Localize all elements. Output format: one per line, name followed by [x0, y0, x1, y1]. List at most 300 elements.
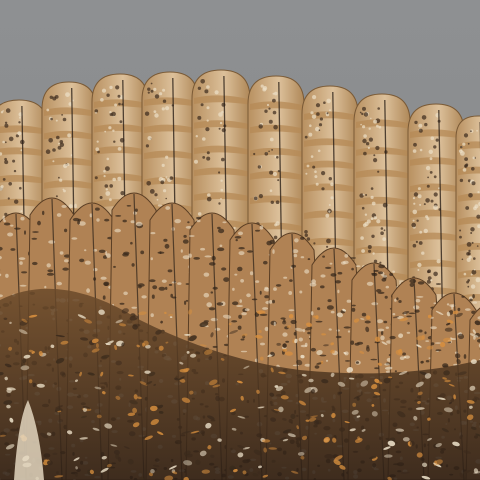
feather-speckle: [319, 129, 321, 131]
feather-speckle: [157, 199, 159, 201]
feather-speckle: [393, 313, 396, 315]
feather-speckle: [104, 219, 109, 222]
feather-speckle: [467, 258, 471, 262]
feather-speckle: [163, 100, 166, 103]
feather-speckle: [376, 125, 379, 128]
feather-speckle: [419, 129, 423, 133]
feather-speckle: [93, 268, 98, 271]
feather-speckle: [416, 296, 423, 298]
covert-speckle: [352, 403, 356, 407]
feather-speckle: [348, 330, 350, 332]
feather-speckle: [372, 202, 376, 206]
feather-speckle: [360, 124, 362, 126]
feather-speckle: [350, 257, 356, 259]
feather-speckle: [100, 98, 104, 102]
feather-speckle: [196, 135, 198, 137]
feather-speckle: [123, 252, 129, 255]
feather-speckle: [301, 256, 305, 258]
feather-speckle: [221, 267, 226, 270]
feather-speckle: [234, 274, 237, 276]
feather-speckle: [417, 263, 421, 267]
feather-speckle: [221, 189, 224, 192]
feather-speckle: [20, 217, 24, 221]
feather-speckle: [104, 131, 106, 133]
feather-speckle: [46, 109, 49, 112]
feather-speckle: [367, 220, 371, 224]
feather-speckle: [329, 204, 331, 206]
feather-speckle: [263, 86, 267, 90]
feather-speckle: [183, 235, 186, 238]
feather-speckle: [238, 232, 243, 236]
feather-speckle: [413, 197, 415, 199]
feather-speckle: [239, 251, 245, 255]
feather-speckle: [48, 138, 53, 143]
feather-speckle: [4, 160, 8, 164]
feather-speckle: [112, 178, 116, 182]
feather-speckle: [140, 251, 144, 255]
feather-speckle: [47, 269, 53, 272]
feather-speckle: [20, 285, 27, 287]
feather-speckle: [165, 206, 170, 210]
feather-speckle: [218, 202, 220, 204]
feather-speckle: [447, 303, 450, 305]
feather-speckle: [159, 92, 162, 95]
feather-speckle: [304, 230, 308, 234]
feather-speckle: [211, 318, 218, 321]
feather-speckle: [386, 286, 389, 289]
feather-speckle: [331, 196, 334, 199]
feather-speckle: [236, 239, 238, 241]
feather-speckle: [379, 126, 382, 129]
feather-speckle: [414, 192, 418, 196]
feather-speckle: [451, 305, 453, 310]
feather-speckle: [406, 316, 412, 318]
feather-speckle: [4, 223, 10, 226]
feather-speckle: [474, 269, 476, 271]
feather-speckle: [72, 237, 78, 239]
feather-speckle: [105, 166, 110, 171]
feather-speckle: [413, 149, 417, 153]
feather-speckle: [151, 257, 153, 260]
feather-speckle: [236, 305, 243, 307]
feather-speckle: [152, 295, 155, 299]
feather-speckle: [220, 198, 222, 200]
feather-speckle: [470, 232, 472, 234]
feather-speckle: [344, 326, 351, 328]
feather-speckle: [416, 299, 421, 303]
feather-speckle: [277, 179, 279, 181]
feather-speckle: [289, 279, 293, 282]
feather-speckle: [326, 99, 331, 104]
feather-speckle: [425, 215, 428, 218]
feather-speckle: [407, 322, 409, 325]
feather-speckle: [165, 198, 167, 200]
feather-speckle: [407, 332, 411, 334]
feather-speckle: [103, 295, 106, 299]
feather-speckle: [362, 207, 365, 210]
feather-speckle: [385, 296, 388, 299]
feather-speckle: [74, 204, 77, 209]
feather-speckle: [235, 236, 242, 239]
feather-speckle: [424, 123, 427, 126]
feather-speckle: [273, 125, 278, 130]
feather-speckle: [102, 89, 106, 93]
feather-speckle: [464, 354, 467, 359]
feather-speckle: [141, 295, 146, 298]
feather-speckle: [113, 266, 116, 268]
feather-speckle: [218, 229, 224, 234]
feather-speckle: [472, 181, 476, 185]
feather-speckle: [307, 237, 310, 240]
feather-speckle: [468, 143, 470, 145]
feather-speckle: [154, 193, 157, 196]
feather-speckle: [462, 259, 464, 261]
feather-speckle: [418, 330, 422, 333]
feather-speckle: [396, 297, 398, 300]
feather-speckle: [300, 237, 304, 240]
feather-speckle: [168, 269, 173, 272]
feather-speckle: [368, 245, 372, 249]
feather-speckle: [276, 156, 279, 159]
feather-speckle: [413, 244, 417, 248]
feather-speckle: [471, 167, 475, 171]
feather-speckle: [321, 171, 325, 175]
feather-speckle: [419, 241, 423, 245]
feather-speckle: [321, 187, 324, 190]
feather-speckle: [165, 156, 168, 159]
feather-speckle: [162, 164, 165, 167]
feather-speckle: [458, 308, 461, 311]
feather-speckle: [392, 271, 395, 274]
feather-speckle: [374, 216, 377, 219]
feather-speckle: [61, 114, 63, 116]
feather-speckle: [380, 336, 384, 341]
feather-speckle: [294, 238, 299, 242]
feather-speckle: [362, 139, 366, 143]
feather-speckle: [475, 204, 479, 208]
feather-speckle: [118, 147, 122, 151]
feather-speckle: [355, 343, 360, 346]
feather-speckle: [130, 242, 133, 245]
feather-speckle: [350, 341, 354, 345]
feather-speckle: [469, 299, 472, 302]
feather-speckle: [270, 240, 275, 244]
feather-speckle: [311, 279, 316, 284]
feather-speckle: [273, 111, 277, 115]
feather-speckle: [467, 286, 469, 288]
feather-speckle: [311, 348, 316, 352]
feather-speckle: [8, 182, 12, 186]
feather-speckle: [109, 184, 113, 188]
feather-speckle: [64, 259, 69, 262]
feather-speckle: [198, 87, 201, 90]
feather-speckle: [328, 211, 330, 213]
feather-speckle: [430, 157, 433, 160]
feather-speckle: [330, 183, 334, 187]
feather-speckle: [416, 241, 418, 243]
feather-speckle: [223, 277, 229, 282]
feather-speckle: [99, 250, 106, 253]
feather-speckle: [381, 227, 384, 230]
feather-speckle: [272, 300, 275, 304]
feather-speckle: [58, 143, 60, 145]
feather-speckle: [419, 204, 421, 206]
feather-speckle: [377, 319, 383, 323]
feather-speckle: [427, 177, 429, 179]
feather-speckle: [463, 168, 467, 172]
feather-speckle: [14, 200, 18, 204]
feather-speckle: [305, 234, 308, 237]
feather-speckle: [430, 279, 432, 281]
feather-speckle: [61, 205, 66, 208]
feather-speckle: [215, 328, 221, 331]
feather-speckle: [282, 332, 287, 336]
feather-speckle: [431, 136, 435, 140]
feather-speckle: [362, 313, 366, 317]
feather-speckle: [204, 293, 210, 298]
feather-speckle: [305, 343, 308, 347]
feather-speckle: [424, 203, 426, 205]
feather-speckle: [362, 125, 365, 128]
feather-speckle: [200, 248, 205, 251]
feather-speckle: [4, 124, 8, 128]
feather-speckle: [274, 92, 278, 96]
feather-speckle: [85, 261, 91, 265]
feather-speckle: [131, 307, 137, 309]
feather-speckle: [59, 179, 62, 182]
feather-speckle: [273, 287, 277, 291]
feather-speckle: [100, 196, 103, 199]
feather-speckle: [276, 200, 280, 204]
feather-speckle: [382, 275, 387, 278]
feather-speckle: [299, 338, 303, 342]
feather-speckle: [132, 263, 135, 267]
feather-speckle: [241, 312, 247, 315]
feather-speckle: [95, 176, 98, 179]
feather-speckle: [424, 331, 426, 334]
feather-speckle: [384, 229, 386, 231]
feather-speckle: [365, 321, 371, 324]
feather-speckle: [473, 257, 476, 260]
feather-speckle: [378, 292, 385, 294]
feather-speckle: [465, 308, 471, 311]
feather-speckle: [305, 173, 307, 175]
feather-speckle: [467, 279, 470, 282]
feather-speckle: [19, 117, 21, 119]
covert-speckle: [324, 454, 333, 459]
feather-speckle: [460, 179, 463, 182]
feather-speckle: [433, 272, 438, 277]
feather-speckle: [154, 110, 157, 113]
feather-speckle: [316, 321, 323, 323]
feather-speckle: [434, 175, 437, 178]
feather-speckle: [299, 291, 302, 294]
feather-speckle: [120, 120, 123, 123]
feather-speckle: [158, 252, 165, 254]
feather-speckle: [271, 201, 274, 204]
feather-speckle: [63, 164, 67, 168]
feather-speckle: [314, 170, 317, 173]
feather-speckle: [56, 136, 60, 140]
feather-speckle: [148, 136, 152, 140]
feather-speckle: [376, 219, 380, 223]
feather-speckle: [371, 235, 374, 238]
feather-speckle: [328, 299, 332, 302]
feather-speckle: [206, 302, 212, 307]
feather-speckle: [369, 138, 373, 142]
feather-speckle: [106, 94, 109, 97]
feather-speckle: [177, 282, 181, 285]
feather-speckle: [3, 178, 6, 181]
feather-speckle: [211, 291, 214, 293]
feather-speckle: [309, 124, 312, 127]
feather-speckle: [17, 131, 21, 135]
feather-speckle: [52, 148, 56, 152]
feather-speckle: [437, 259, 441, 263]
feather-speckle: [184, 301, 186, 305]
feather-speckle: [120, 303, 125, 305]
feather-speckle: [315, 365, 320, 368]
feather-speckle: [52, 97, 56, 101]
feather-speckle: [472, 242, 474, 244]
feather-speckle: [207, 193, 211, 197]
feather-speckle: [14, 228, 21, 230]
feather-speckle: [12, 160, 15, 163]
feather-speckle: [336, 336, 342, 339]
feather-speckle: [419, 231, 422, 234]
feather-speckle: [247, 250, 253, 252]
feather-speckle: [20, 210, 22, 212]
feather-speckle: [265, 152, 269, 156]
feather-speckle: [429, 150, 433, 154]
feather-speckle: [220, 245, 223, 248]
feather-speckle: [356, 265, 361, 267]
feather-speckle: [269, 171, 273, 175]
feather-speckle: [117, 177, 121, 181]
feather-speckle: [206, 157, 210, 161]
feather-speckle: [219, 128, 221, 130]
feather-speckle: [373, 158, 377, 162]
feather-speckle: [207, 197, 212, 202]
feather-speckle: [468, 193, 473, 198]
feather-speckle: [127, 205, 132, 207]
feather-speckle: [4, 158, 7, 161]
feather-speckle: [307, 332, 310, 335]
feather-speckle: [264, 110, 267, 113]
feather-speckle: [305, 136, 308, 139]
feather-speckle: [356, 361, 359, 364]
feather-speckle: [477, 191, 479, 193]
feather-speckle: [288, 291, 292, 295]
feather-speckle: [416, 220, 418, 222]
feather-speckle: [146, 144, 149, 147]
feather-speckle: [371, 187, 374, 190]
feather-speckle: [187, 221, 189, 223]
feather-speckle: [259, 124, 263, 128]
feather-speckle: [275, 221, 279, 225]
feather-speckle: [371, 302, 378, 305]
feather-speckle: [262, 307, 268, 310]
feather-speckle: [426, 360, 430, 362]
feather-speckle: [154, 113, 158, 117]
feather-speckle: [231, 320, 237, 322]
feather-speckle: [181, 249, 183, 253]
feather-speckle: [123, 292, 128, 296]
feather-speckle: [63, 118, 67, 122]
feather-speckle: [424, 229, 428, 233]
feather-speckle: [418, 187, 421, 190]
feather-speckle: [377, 171, 379, 173]
feather-speckle: [163, 239, 167, 242]
feather-speckle: [79, 259, 84, 263]
feather-speckle: [430, 326, 437, 329]
feather-speckle: [414, 121, 417, 124]
feather-speckle: [148, 92, 150, 94]
feather-speckle: [459, 236, 462, 239]
feather-speckle: [9, 137, 14, 142]
feather-speckle: [97, 141, 99, 143]
feather-speckle: [274, 236, 278, 240]
feather-speckle: [200, 79, 205, 84]
feather-speckle: [238, 326, 242, 330]
feather-speckle: [2, 110, 4, 112]
feather-speckle: [253, 153, 255, 155]
feather-speckle: [118, 103, 121, 106]
feather-speckle: [265, 327, 269, 331]
feather-speckle: [162, 280, 167, 283]
feather-speckle: [395, 370, 397, 372]
feather-speckle: [232, 301, 238, 305]
feather-speckle: [239, 299, 242, 303]
feather-speckle: [325, 214, 329, 218]
feather-speckle: [331, 311, 335, 314]
feather-speckle: [255, 230, 260, 232]
feather-speckle: [56, 120, 58, 122]
feather-speckle: [365, 214, 367, 216]
feather-speckle: [204, 89, 208, 93]
feather-speckle: [380, 231, 384, 235]
feather-speckle: [138, 283, 145, 287]
feather-speckle: [155, 94, 159, 98]
feather-speckle: [470, 227, 474, 231]
feather-speckle: [106, 253, 111, 258]
feather-speckle: [64, 229, 67, 233]
feather-speckle: [209, 307, 215, 310]
feather-speckle: [268, 108, 270, 110]
feather-speckle: [467, 242, 472, 247]
feather-speckle: [468, 250, 470, 252]
feather-speckle: [434, 192, 438, 196]
feather-speckle: [378, 265, 385, 269]
feather-speckle: [114, 104, 117, 107]
feather-speckle: [364, 112, 368, 116]
feather-speckle: [152, 285, 157, 289]
feather-speckle: [207, 151, 210, 154]
feather-speckle: [114, 229, 121, 233]
feather-speckle: [372, 252, 374, 254]
covert-speckle: [184, 334, 191, 336]
feather-speckle: [413, 220, 415, 222]
feather-speckle: [165, 176, 167, 178]
feather-speckle: [232, 288, 235, 291]
feather-speckle: [234, 227, 236, 230]
feather-speckle: [425, 340, 429, 342]
feather-speckle: [254, 197, 258, 201]
feather-speckle: [307, 165, 310, 168]
feather-speckle: [363, 223, 367, 227]
feather-speckle: [96, 218, 99, 221]
feather-speckle: [280, 317, 285, 319]
